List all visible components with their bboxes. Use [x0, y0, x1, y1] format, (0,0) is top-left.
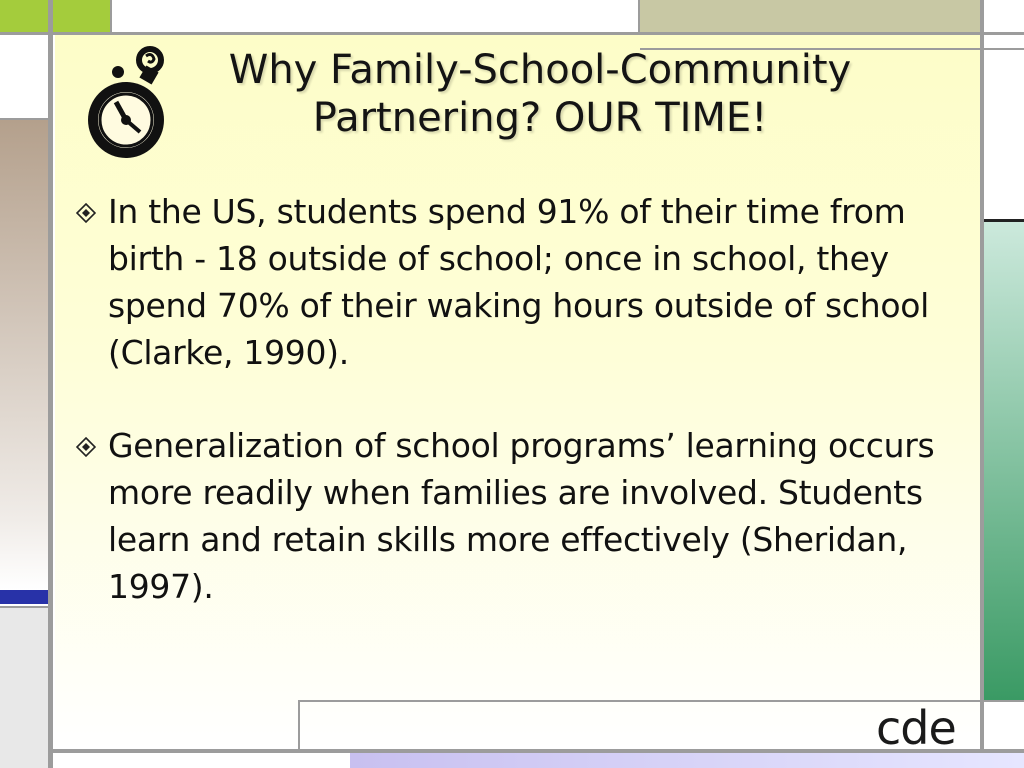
frame-line-right — [980, 0, 984, 750]
lime-block-top-left — [0, 0, 110, 32]
green-bar-right — [984, 222, 1024, 700]
bullet-text: Generalization of school programs’ learning occurs more readily when families are involved. Students learn and retain skills more effectively (Sheridan, 1997). — [108, 426, 935, 606]
title-line-1: Why Family-School-Community — [228, 47, 852, 93]
frame-line-bottom-box-left — [298, 700, 300, 750]
cde-logo: cde — [876, 701, 956, 755]
diamond-bullet-icon — [76, 422, 108, 461]
tan-bar-left — [0, 120, 48, 590]
diamond-bullet-icon — [76, 188, 108, 227]
bullet-item — [76, 422, 976, 610]
bullet-list — [76, 188, 976, 656]
frame-line-left-lower — [0, 606, 48, 608]
frame-line-left — [48, 0, 53, 768]
frame-line-right-mid — [984, 219, 1024, 222]
title-line-2: Partnering? OUR TIME! — [312, 95, 768, 141]
white-panel-right-top — [984, 35, 1024, 219]
bullet-item — [76, 188, 976, 376]
stopwatch-icon — [84, 44, 176, 160]
bullet-text: In the US, students spend 91% of their time from birth - 18 outside of school; once in school, they spend 70% of their waking hours outside of school (Clarke, 1990). — [108, 192, 929, 372]
frame-line-left-upper — [0, 118, 48, 120]
slide-title — [175, 46, 905, 142]
blue-accent-left — [0, 590, 48, 604]
gray-bar-left-bottom — [0, 608, 48, 768]
khaki-block-top-right — [640, 0, 980, 32]
frame-line-top — [0, 32, 1024, 35]
frame-line-left-inner — [110, 0, 112, 35]
frame-line-top-mid — [638, 0, 640, 35]
